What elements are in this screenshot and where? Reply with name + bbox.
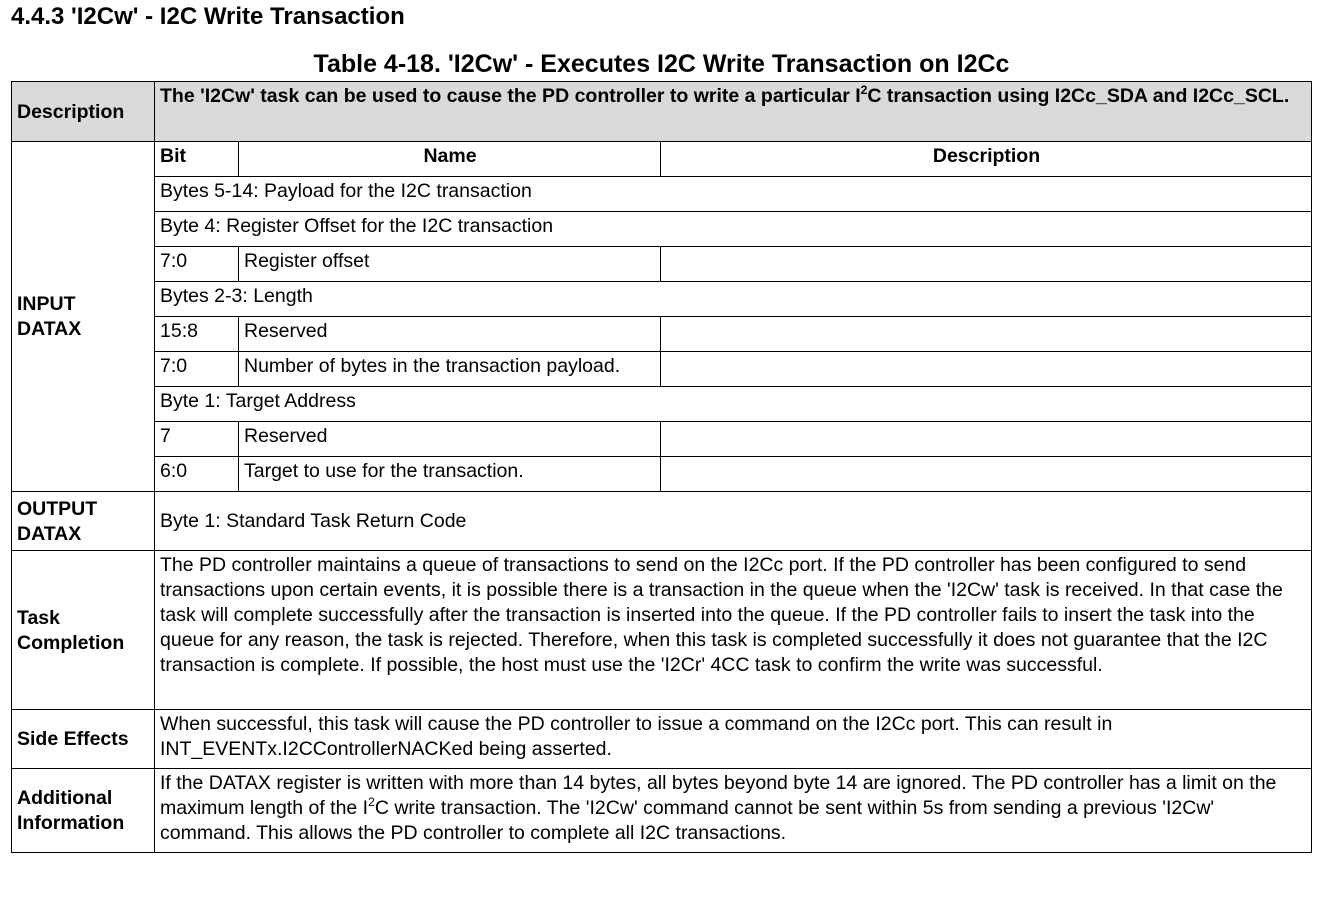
table-row	[12, 457, 1312, 492]
task-completion-row	[12, 551, 1312, 710]
name-cell: Number of bytes in the transaction payload.	[239, 352, 661, 387]
description-text-part1: The 'I2Cw' task can be used to cause the PD controller to write a particular I	[160, 85, 861, 107]
task-completion-label-line2: Completion	[17, 631, 125, 654]
name-cell: Register offset	[239, 247, 661, 282]
table-row	[12, 282, 1312, 317]
side-effects-label: Side Effects	[12, 710, 155, 769]
input-datax-header-row	[12, 142, 1312, 177]
additional-information-text-part1: If the DATAX register is written with more than 14 bytes, all bytes beyond byte 14 are ignored. The PD controller has a limit on the maximum length of the I	[160, 772, 1277, 819]
bit-cell: 6:0	[155, 457, 239, 492]
name-cell: Reserved	[239, 317, 661, 352]
description-column-header: Description	[661, 142, 1312, 177]
description-label: Description	[12, 82, 155, 142]
description-superscript: 2	[860, 82, 868, 97]
group-row-label: Bytes 2-3: Length	[155, 282, 1312, 317]
i2cw-spec-table	[11, 81, 1312, 853]
additional-information-text-part2: C write transaction. The 'I2Cw' command cannot be sent within 5s from sending a previous 'I2Cw' command. This allows the PD controller to complete all I2C transactions.	[160, 797, 1215, 844]
description-row	[12, 82, 1312, 142]
bit-cell: 7:0	[155, 247, 239, 282]
description-cell	[661, 457, 1312, 492]
bit-cell: 7	[155, 422, 239, 457]
input-datax-label-line2: DATAX	[17, 318, 82, 340]
task-completion-label	[12, 551, 155, 710]
input-datax-label-line1: INPUT	[17, 293, 76, 315]
group-row-label: Bytes 5-14: Payload for the I2C transaction	[155, 177, 1312, 212]
description-text-part2: C transaction using I2Cc_SDA and I2Cc_SCL.	[867, 85, 1290, 107]
task-completion-text: The PD controller maintains a queue of transactions to send on the I2Cc port. If the PD controller has been configured to send transactions upon certain events, it is possible there is a transaction in the queue when the 'I2Cw' task is received. In that case the task will complete successfully after the transaction is inserted into the queue. If the PD controller fails to insert the task into the queue for any reason, the task is rejected. Therefore, when this task is completed successfully it does not guarantee that the I2C transaction is complete. If possible, the host must use the 'I2Cr' 4CC task to confirm the write was successful.	[155, 551, 1312, 710]
task-completion-label-line1: Task	[17, 606, 60, 629]
table-row	[12, 422, 1312, 457]
name-cell: Reserved	[239, 422, 661, 457]
input-datax-label	[12, 142, 155, 492]
bit-cell: 7:0	[155, 352, 239, 387]
additional-information-label-line1: Additional	[17, 787, 113, 809]
description-text	[155, 82, 1312, 142]
group-row-label: Byte 1: Target Address	[155, 387, 1312, 422]
description-cell	[661, 247, 1312, 282]
bit-cell: 15:8	[155, 317, 239, 352]
output-datax-text: Byte 1: Standard Task Return Code	[155, 492, 1312, 551]
name-cell: Target to use for the transaction.	[239, 457, 661, 492]
group-row-label: Byte 4: Register Offset for the I2C transaction	[155, 212, 1312, 247]
section-heading: 4.4.3 'I2Cw' - I2C Write Transaction	[11, 3, 405, 30]
output-datax-label-line2: DATAX	[17, 522, 82, 545]
output-datax-row	[12, 492, 1312, 551]
table-row	[12, 247, 1312, 282]
description-cell	[661, 422, 1312, 457]
output-datax-label-line1: OUTPUT	[17, 497, 98, 520]
table-caption: Table 4-18. 'I2Cw' - Executes I2C Write Transaction on I2Cc	[313, 50, 1010, 78]
additional-information-superscript: 2	[368, 794, 375, 809]
side-effects-row	[12, 710, 1312, 769]
table-row	[12, 212, 1312, 247]
table-row	[12, 177, 1312, 212]
table-row	[12, 352, 1312, 387]
additional-information-label-line2: Information	[17, 812, 125, 834]
bit-column-header: Bit	[155, 142, 239, 177]
side-effects-text: When successful, this task will cause the PD controller to issue a command on the I2Cc port. This can result in INT_EVENTx.I2CControllerNACKed being asserted.	[155, 710, 1312, 769]
description-cell	[661, 352, 1312, 387]
description-cell	[661, 317, 1312, 352]
output-datax-label	[12, 492, 155, 551]
table-row	[12, 317, 1312, 352]
additional-information-row	[12, 769, 1312, 853]
table-row	[12, 387, 1312, 422]
name-column-header: Name	[239, 142, 661, 177]
additional-information-label	[12, 769, 155, 853]
additional-information-text	[155, 769, 1312, 853]
